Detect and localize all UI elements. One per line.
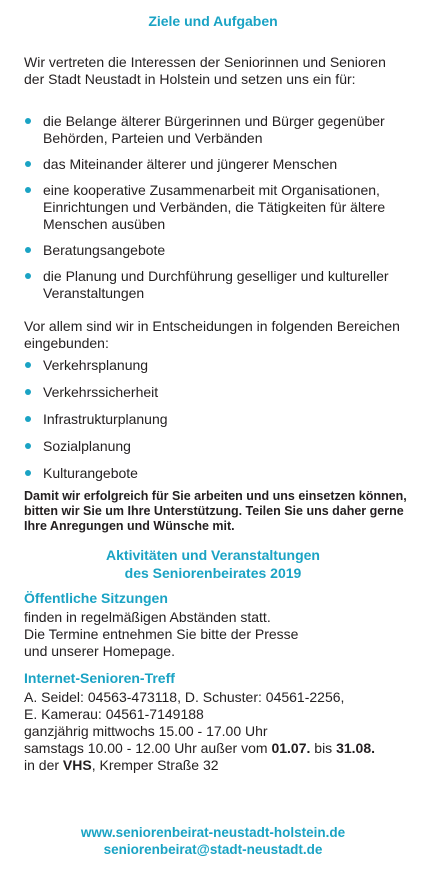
area-text: Verkehrssicherheit xyxy=(43,384,159,400)
area-item xyxy=(24,384,409,401)
area-text: Kulturangebote xyxy=(43,465,138,481)
schedule-line-1: ganzjährig mittwochs 15.00 - 17.00 Uhr xyxy=(24,723,268,739)
bullet-icon xyxy=(25,118,31,124)
schedule-line-2-between: bis xyxy=(310,740,337,756)
location-prefix: in der xyxy=(24,757,63,773)
bullet-icon xyxy=(25,470,31,476)
goal-item xyxy=(24,242,409,259)
goals-list xyxy=(24,113,409,311)
goal-text: die Belange älterer Bürgerinnen und Bürger gegenüber Behörden, Parteien und Verbänden xyxy=(43,113,385,146)
sessions-heading: Öffentliche Sitzungen xyxy=(24,590,168,606)
date-from: 01.07. xyxy=(271,740,311,756)
activities-heading xyxy=(0,546,426,582)
goal-text: das Miteinander älterer und jüngerer Menschen xyxy=(43,156,338,172)
goal-text: die Planung und Durchführung geselliger und kultureller Veranstaltungen xyxy=(43,268,389,301)
internet-meeting-text xyxy=(24,689,409,774)
goal-item xyxy=(24,156,409,173)
activities-heading-line-1: Aktivitäten und Veranstaltungen xyxy=(106,547,320,563)
goal-text: Beratungsangebote xyxy=(43,242,166,258)
area-text: Verkehrsplanung xyxy=(43,357,149,373)
area-item xyxy=(24,357,409,374)
page-title: Ziele und Aufgaben xyxy=(148,13,278,29)
bullet-icon xyxy=(25,443,31,449)
area-item xyxy=(24,411,409,428)
intro-paragraph: Wir vertreten die Interessen der Seniorinnen und Senioren der Stadt Neustadt in Holstein und setzen uns ein für: xyxy=(24,54,386,87)
sessions-line: finden in regelmäßigen Abständen statt. xyxy=(24,609,271,625)
sessions-text xyxy=(24,609,409,660)
contacts-line-1: A. Seidel: 04563-473118, D. Schuster: 04561-2256, xyxy=(24,689,345,705)
location-address: , Kremper Straße 32 xyxy=(91,757,219,773)
bullet-icon xyxy=(25,273,31,279)
support-paragraph: Damit wir erfolgreich für Sie arbeiten und uns einsetzen können, bitten wir Sie um Ihre Unterstützung. Teilen Sie uns daher gerne Ihre Anregungen und Wünsche mit. xyxy=(24,489,407,533)
goal-item xyxy=(24,182,409,233)
bullet-icon xyxy=(25,416,31,422)
location-line xyxy=(24,757,409,774)
area-text: Sozialplanung xyxy=(43,438,131,454)
areas-intro-paragraph: Vor allem sind wir in Entscheidungen in folgenden Bereichen eingebunden: xyxy=(24,318,400,351)
schedule-line-2-text: samstags 10.00 - 12.00 Uhr außer vom xyxy=(24,740,272,756)
goal-text: eine kooperative Zusammenarbeit mit Organisationen, Einrichtungen und Verbänden, die Tätigkeiten für ältere Menschen ausüben xyxy=(43,182,386,232)
sessions-line: Die Termine entnehmen Sie bitte der Presse xyxy=(24,626,299,642)
area-item xyxy=(24,438,409,455)
bullet-icon xyxy=(25,362,31,368)
location-name: VHS xyxy=(62,757,92,773)
area-item xyxy=(24,465,409,482)
areas-list xyxy=(24,357,409,492)
website-link[interactable]: www.seniorenbeirat-neustadt-holstein.de xyxy=(80,825,346,840)
internet-meeting-heading: Internet-Senioren-Treff xyxy=(24,670,175,686)
activities-heading-line-2: des Seniorenbeirates 2019 xyxy=(124,565,302,581)
bullet-icon xyxy=(25,389,31,395)
bullet-icon xyxy=(25,161,31,167)
contacts-line-2: E. Kamerau: 04561-7149188 xyxy=(24,706,204,722)
sessions-line: und unserer Homepage. xyxy=(24,643,175,659)
schedule-line-2 xyxy=(24,740,409,757)
date-to: 31.08. xyxy=(336,740,376,756)
goal-item xyxy=(24,113,409,147)
email-link[interactable]: seniorenbeirat@stadt-neustadt.de xyxy=(103,842,323,857)
bullet-icon xyxy=(25,247,31,253)
footer-contact xyxy=(0,824,426,858)
area-text: Infrastrukturplanung xyxy=(43,411,168,427)
bullet-icon xyxy=(25,187,31,193)
goal-item xyxy=(24,268,409,302)
